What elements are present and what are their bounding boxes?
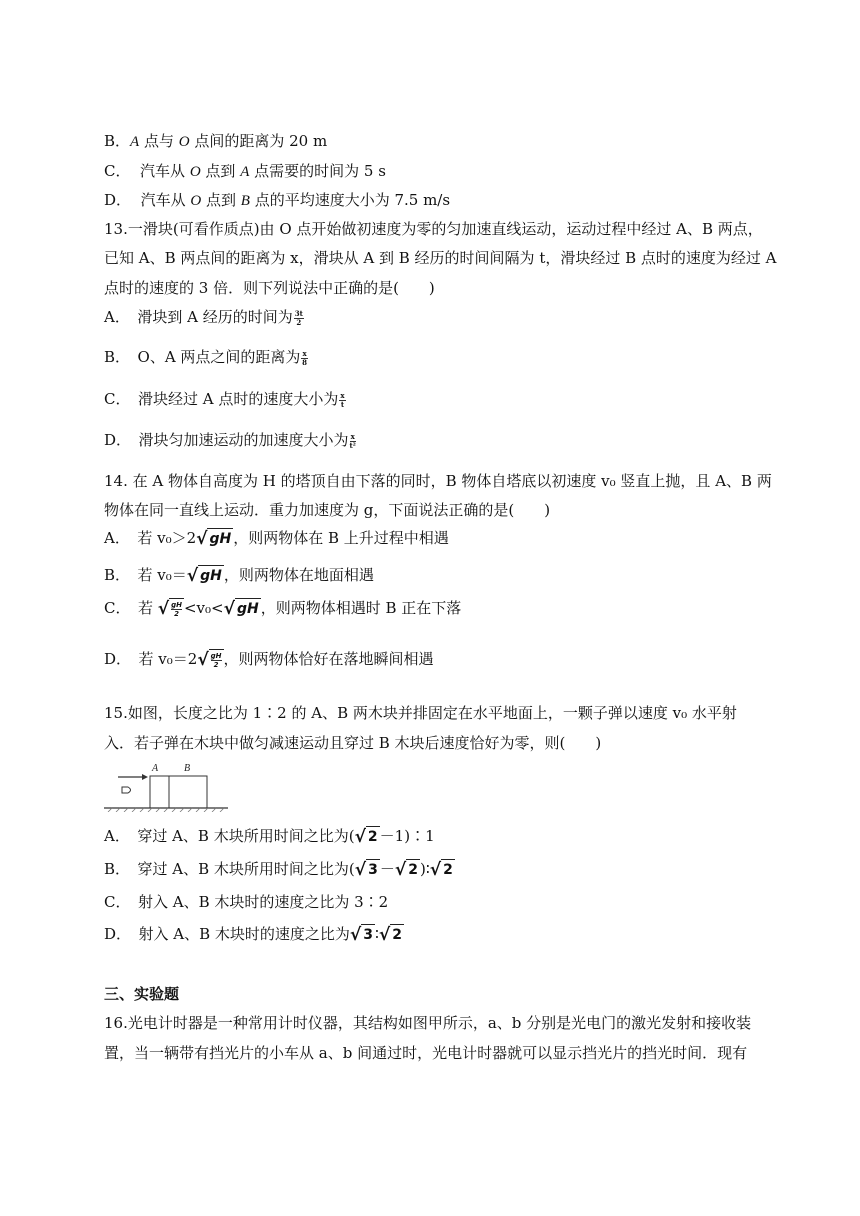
bullet-icon — [122, 787, 131, 793]
q15-option-c: C． 射入 A、B 木块时的速度之比为 3∶2 — [104, 893, 389, 911]
q14-stem-line2: 物体在同一直线上运动．重力加速度为 g，下面说法正确的是( ) — [104, 501, 551, 519]
block-a — [150, 776, 169, 808]
q15-stem-line2: 入．若子弹在木块中做匀减速运动且穿过 B 木块后速度恰好为零，则( ) — [104, 734, 602, 752]
q16-line1: 16.光电计时器是一种常用计时仪器，其结构如图甲所示，a、b 分别是光电门的激光发射和接收装 — [104, 1014, 752, 1032]
q12-option-c: C． 汽车从 O 点到 A 点需要的时间为 5 s — [104, 162, 386, 180]
q14-option-c: C． 若 √ gH 2 <v₀< √ gH ，则两物体相遇时 B 正在下落 — [104, 599, 462, 619]
sqrt-expression: √ 2 — [378, 925, 403, 945]
sqrt-expression: √ 3 — [354, 860, 378, 880]
sqrt-expression: √ 2 — [394, 860, 418, 880]
sqrt-expression: √ 2 — [429, 860, 453, 880]
q15-option-d: D． 射入 A、B 木块时的速度之比为 √ 3 ∶ √ 2 — [104, 925, 403, 945]
q13-stem-line2: 已知 A、B 两点间的距离为 x，滑块从 A 到 B 经历的时间间隔为 t，滑块经过 B 点时的速度为经过 A — [104, 249, 777, 267]
sqrt-fraction-expression: √ gH 2 — [197, 650, 222, 670]
q12-option-b: B．A 点与 O 点间的距离为 20 m — [104, 132, 328, 150]
sqrt-expression: √ 3 — [349, 925, 374, 945]
block-b — [169, 776, 207, 808]
fraction: $\frac{x}{8}$ — [302, 348, 307, 367]
block-a-label: A — [152, 763, 159, 774]
q14-option-d: D． 若 v₀＝2 √ gH 2 ，则两物体恰好在落地瞬间相遇 — [104, 650, 434, 670]
q13-stem-line3: 点时的速度的 3 倍．则下列说法中正确的是( ) — [104, 279, 435, 297]
bullet-block-figure — [100, 760, 235, 812]
q15-option-a: A． 穿过 A、B 木块所用时间之比为( √ 2 －1)∶1 — [104, 827, 435, 847]
q12-option-d: D． 汽车从 O 点到 B 点的平均速度大小为 7.5 m/s — [104, 191, 451, 209]
fraction: $\frac{3t}{2}$ — [294, 308, 303, 327]
q13-option-b: B． O、A 两点之间的距离为 $\frac{x}{8}$ — [104, 348, 307, 367]
arrow-head-icon — [142, 774, 148, 780]
q15-stem-line1: 15.如图，长度之比为 1∶2 的 A、B 两木块并排固定在水平地面上，一颗子弹以速度 v₀ 水平射 — [104, 704, 737, 722]
q14-option-a: A． 若 v₀＞2 √ gH ，则两物体在 B 上升过程中相遇 — [104, 529, 449, 549]
fraction: $\frac{x}{\text{t²}}$ — [349, 431, 356, 450]
sqrt-expression: √ gH — [223, 599, 259, 619]
q14-option-b: B． 若 v₀＝ √ gH ，则两物体在地面相遇 — [104, 566, 374, 586]
sqrt-expression: √ gH — [196, 529, 232, 549]
block-b-label: B — [184, 763, 191, 774]
q16-line2: 置，当一辆带有挡光片的小车从 a、b 间通过时，光电计时器就可以显示挡光片的挡光时间．现有 — [104, 1044, 748, 1062]
q13-option-c: C． 滑块经过 A 点时的速度大小为 $\frac{x}{t}$ — [104, 390, 345, 409]
q15-option-b: B． 穿过 A、B 木块所用时间之比为( √ 3 － √ 2 )∶ √ 2 — [104, 860, 453, 880]
sqrt-expression: √ gH — [186, 566, 222, 586]
q13-option-d: D． 滑块匀加速运动的加速度大小为 $\frac{x}{\text{t²}}$ — [104, 431, 356, 450]
q13-option-a: A． 滑块到 A 经历的时间为 $\frac{3t}{2}$ — [104, 308, 303, 327]
q13-stem-line1: 13.一滑块(可看作质点)由 O 点开始做初速度为零的匀加速直线运动，运动过程中经过 A、B 两点， — [104, 220, 763, 238]
sqrt-fraction-expression: √ gH 2 — [157, 599, 182, 619]
q14-stem-line1: 14. 在 A 物体自高度为 H 的塔顶自由下落的同时，B 物体自塔底以初速度 v₀ 竖直上抛，且 A、B 两 — [104, 472, 772, 490]
sqrt-expression: √ 2 — [354, 827, 378, 847]
section-title: 三、实验题 — [104, 985, 180, 1003]
fraction: $\frac{x}{t}$ — [340, 390, 345, 409]
